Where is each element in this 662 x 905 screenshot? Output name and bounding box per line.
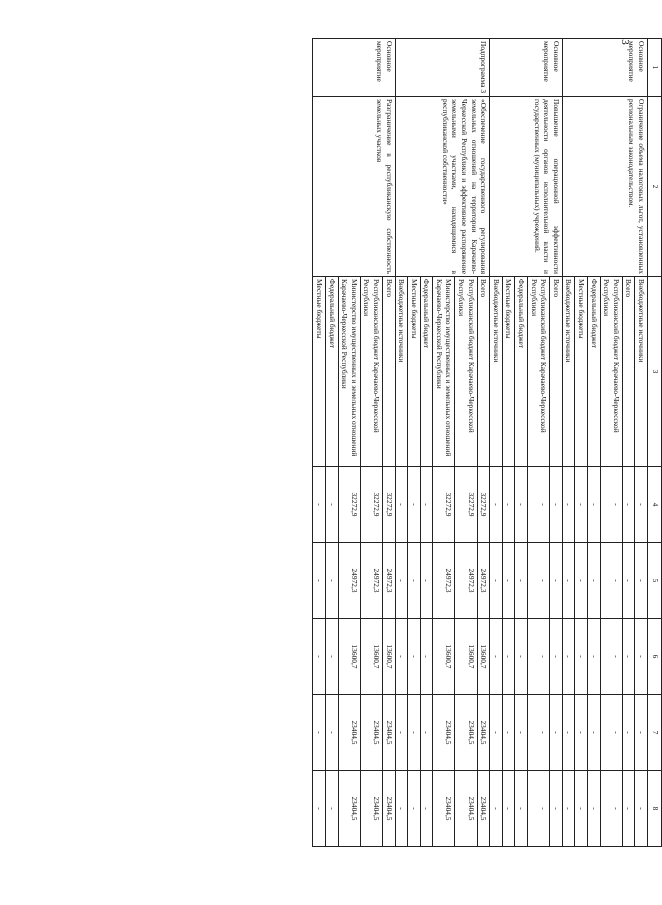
rotated-table-wrapper (94, 38, 662, 846)
amount-cell: 23404,5 (455, 771, 477, 847)
amount-cell: - (600, 619, 622, 695)
header-cell: 3 (648, 277, 662, 467)
amount-cell: - (550, 771, 563, 847)
amount-cell: - (622, 543, 635, 619)
funding-source-cell: Федеральный бюджет (420, 277, 433, 467)
amount-cell: - (550, 619, 563, 695)
header-cell: 7 (648, 695, 662, 771)
amount-cell: - (515, 543, 528, 619)
funding-source-cell: Министерство имущественных и земельных отношений Карачаево-Черкесской Республики (433, 277, 455, 467)
funding-source-cell: Местные бюджеты (575, 277, 588, 467)
amount-cell: - (600, 467, 622, 543)
header-cell: 4 (648, 467, 662, 543)
amount-cell: - (635, 467, 648, 543)
amount-cell: - (575, 695, 588, 771)
amount-cell: - (600, 695, 622, 771)
amount-cell: 24972,3 (433, 543, 455, 619)
amount-cell: - (622, 619, 635, 695)
amount-cell: - (515, 467, 528, 543)
header-cell: 6 (648, 619, 662, 695)
funding-source-cell: Федеральный бюджет (588, 277, 601, 467)
amount-cell: 32272,9 (360, 467, 382, 543)
amount-cell: - (600, 543, 622, 619)
amount-cell: - (408, 619, 421, 695)
amount-cell: - (408, 695, 421, 771)
amount-cell: - (490, 695, 503, 771)
financing-table (312, 38, 662, 847)
amount-cell: - (515, 771, 528, 847)
amount-cell: 24972,3 (382, 543, 395, 619)
funding-source-cell: Внебюджетные источники (562, 277, 575, 467)
amount-cell: - (408, 543, 421, 619)
header-cell: 5 (648, 543, 662, 619)
amount-cell: - (562, 543, 575, 619)
amount-cell: - (635, 619, 648, 695)
amount-cell: 32272,9 (433, 467, 455, 543)
amount-cell: - (588, 695, 601, 771)
amount-cell: - (562, 619, 575, 695)
amount-cell: 13600,7 (338, 619, 360, 695)
amount-cell: - (528, 771, 550, 847)
amount-cell: - (562, 695, 575, 771)
amount-cell: 23404,5 (382, 695, 395, 771)
item-type-cell: Подпрограмма 3 (395, 39, 490, 97)
amount-cell: 13600,7 (477, 619, 490, 695)
amount-cell: - (502, 695, 515, 771)
amount-cell: - (325, 695, 338, 771)
amount-cell: - (622, 467, 635, 543)
funding-source-cell: Внебюджетные источники (635, 277, 648, 467)
amount-cell: 13600,7 (455, 619, 477, 695)
amount-cell: 23404,5 (433, 695, 455, 771)
funding-source-cell: Всего (550, 277, 563, 467)
amount-cell: - (502, 619, 515, 695)
amount-cell: - (635, 695, 648, 771)
amount-cell: - (600, 771, 622, 847)
amount-cell: - (313, 543, 326, 619)
header-cell: 2 (648, 97, 662, 277)
amount-cell: - (550, 467, 563, 543)
table-row (550, 39, 563, 847)
amount-cell: - (395, 543, 408, 619)
header-cell: 1 (648, 39, 662, 97)
amount-cell: - (575, 467, 588, 543)
amount-cell: 24972,3 (477, 543, 490, 619)
amount-cell: 23404,5 (382, 771, 395, 847)
item-type-cell: Основное мероприятие (562, 39, 647, 97)
amount-cell: - (313, 771, 326, 847)
amount-cell: - (313, 467, 326, 543)
amount-cell: - (395, 695, 408, 771)
amount-cell: - (325, 467, 338, 543)
amount-cell: - (562, 771, 575, 847)
amount-cell: 23404,5 (360, 771, 382, 847)
table-body (313, 39, 648, 847)
table-row (382, 39, 395, 847)
amount-cell: - (490, 467, 503, 543)
amount-cell: 24972,3 (360, 543, 382, 619)
amount-cell: - (420, 695, 433, 771)
amount-cell: - (395, 771, 408, 847)
amount-cell: 24972,3 (338, 543, 360, 619)
amount-cell: - (528, 619, 550, 695)
item-name-cell: Повышение операционной эффективности деятельности органов исполнительной власти и государственных (муниципальных) учреждений. (490, 97, 563, 277)
funding-source-cell: Местные бюджеты (502, 277, 515, 467)
amount-cell: - (490, 619, 503, 695)
amount-cell: - (575, 771, 588, 847)
amount-cell: - (550, 543, 563, 619)
funding-source-cell: Республиканский бюджет Карачаево-Черкесской Республики (455, 277, 477, 467)
funding-source-cell: Республиканский бюджет Карачаево-Черкесской Республики (600, 277, 622, 467)
item-name-cell: «Обеспечение государственного регулирования земельных отношений на территории Карачаево-Черкесской Республики и эффективное распоряжение земельными участками, находящимися в республиканской собственности» (395, 97, 490, 277)
amount-cell: - (502, 543, 515, 619)
amount-cell: - (313, 619, 326, 695)
amount-cell: 23404,5 (477, 695, 490, 771)
funding-source-cell: Всего (622, 277, 635, 467)
amount-cell: 23404,5 (360, 695, 382, 771)
amount-cell: 23404,5 (338, 695, 360, 771)
amount-cell: - (528, 467, 550, 543)
amount-cell: - (420, 771, 433, 847)
amount-cell: - (575, 543, 588, 619)
header-cell: 8 (648, 771, 662, 847)
amount-cell: - (395, 619, 408, 695)
header-row (648, 39, 662, 847)
item-name-cell: Ограничение объема налоговых льгот, установленных региональным законодательством. (562, 97, 647, 277)
amount-cell: 32272,9 (338, 467, 360, 543)
amount-cell: - (635, 771, 648, 847)
amount-cell: - (622, 695, 635, 771)
amount-cell: - (325, 771, 338, 847)
funding-source-cell: Республиканский бюджет Карачаево-Черкесской Республики (528, 277, 550, 467)
item-name-cell: Разграничение в республиканскую собственность земельных участков (313, 97, 395, 277)
funding-source-cell: Местные бюджеты (408, 277, 421, 467)
amount-cell: - (588, 467, 601, 543)
funding-source-cell: Всего (382, 277, 395, 467)
amount-cell: 23404,5 (338, 771, 360, 847)
amount-cell: - (588, 619, 601, 695)
table-row (635, 39, 648, 847)
amount-cell: - (550, 695, 563, 771)
amount-cell: 23404,5 (433, 771, 455, 847)
amount-cell: 24972,3 (455, 543, 477, 619)
page-number: 3 (618, 39, 631, 45)
funding-source-cell: Федеральный бюджет (515, 277, 528, 467)
amount-cell: - (588, 543, 601, 619)
amount-cell: - (408, 771, 421, 847)
amount-cell: - (622, 771, 635, 847)
amount-cell: - (562, 467, 575, 543)
amount-cell: - (515, 619, 528, 695)
amount-cell: - (490, 771, 503, 847)
amount-cell: 23404,5 (477, 771, 490, 847)
amount-cell: - (313, 695, 326, 771)
amount-cell: - (420, 543, 433, 619)
amount-cell: 13600,7 (433, 619, 455, 695)
amount-cell: - (635, 543, 648, 619)
funding-source-cell: Всего (477, 277, 490, 467)
item-type-cell: Основное мероприятие (490, 39, 563, 97)
amount-cell: - (575, 619, 588, 695)
amount-cell: 23404,5 (455, 695, 477, 771)
funding-source-cell: Внебюджетные источники (395, 277, 408, 467)
amount-cell: - (588, 771, 601, 847)
amount-cell: - (408, 467, 421, 543)
amount-cell: 32272,9 (382, 467, 395, 543)
amount-cell: - (395, 467, 408, 543)
amount-cell: - (528, 695, 550, 771)
amount-cell: - (420, 619, 433, 695)
funding-source-cell: Республиканский бюджет Карачаево-Черкесской Республики (360, 277, 382, 467)
amount-cell: - (490, 543, 503, 619)
amount-cell: - (325, 619, 338, 695)
amount-cell: 32272,9 (455, 467, 477, 543)
item-type-cell: Основное мероприятие (313, 39, 395, 97)
funding-source-cell: Местные бюджеты (313, 277, 326, 467)
funding-source-cell: Министерство имущественных и земельных отношений Карачаево-Черкесской Республики (338, 277, 360, 467)
amount-cell: - (528, 543, 550, 619)
amount-cell: - (325, 543, 338, 619)
funding-source-cell: Федеральный бюджет (325, 277, 338, 467)
amount-cell: 13600,7 (382, 619, 395, 695)
amount-cell: - (420, 467, 433, 543)
amount-cell: 32272,9 (477, 467, 490, 543)
amount-cell: - (502, 467, 515, 543)
table-row (477, 39, 490, 847)
amount-cell: - (502, 771, 515, 847)
amount-cell: 13600,7 (360, 619, 382, 695)
funding-source-cell: Внебюджетные источники (490, 277, 503, 467)
amount-cell: - (515, 695, 528, 771)
